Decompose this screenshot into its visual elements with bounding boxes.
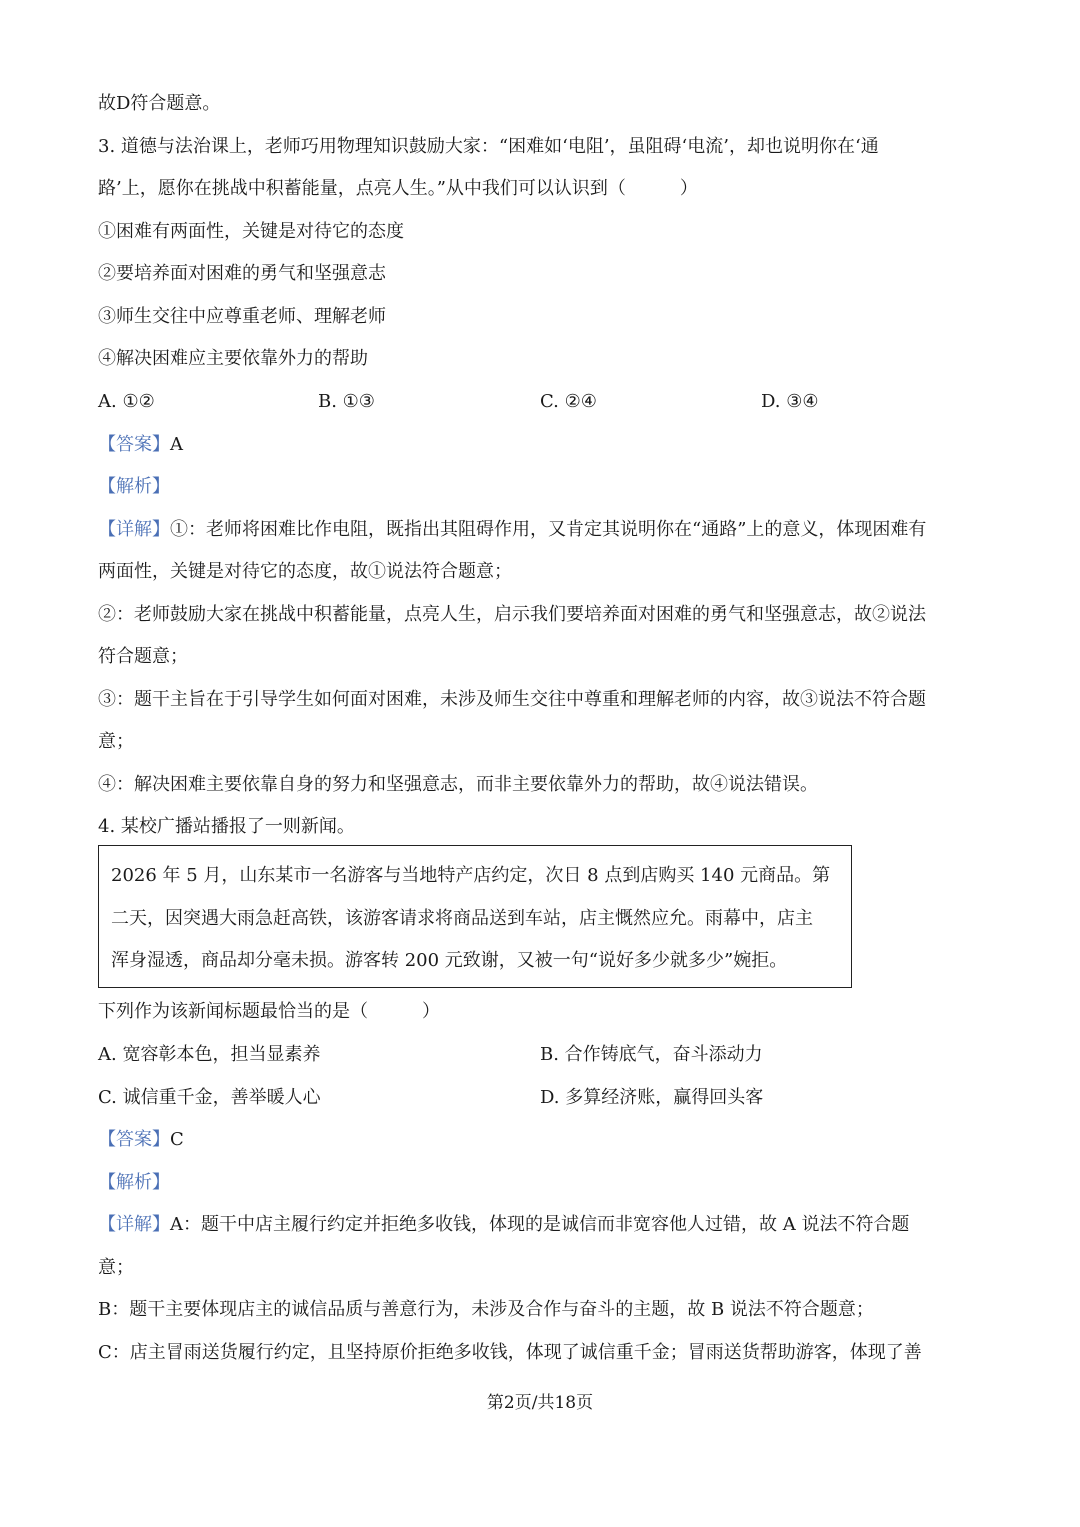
- answer-tag: 【答案】: [98, 1129, 170, 1150]
- q3-detail-line: [98, 517, 926, 543]
- q3-answer: [98, 432, 183, 458]
- q4-answer: [98, 1127, 184, 1153]
- q3-detail-line: 意；: [98, 731, 134, 752]
- q4-detail-line: C：店主冒雨送货履行约定，且坚持原价拒绝多收钱，体现了诚信重千金；冒雨送货帮助游客，体现了善: [98, 1342, 922, 1363]
- detail-tag: 【详解】: [98, 519, 170, 540]
- answer-tag: 【答案】: [98, 434, 170, 455]
- news-box-line: 浑身湿透，商品却分毫未损。游客转 200 元致谢，又被一句“说好多少就多少”婉拒。: [111, 950, 788, 971]
- q3-stem-line1: 3. 道德与法治课上，老师巧用物理知识鼓励大家：“困难如‘电阻’，虽阻碍‘电流’，却也说明你在‘通: [98, 136, 879, 157]
- q4-analysis: [98, 1170, 170, 1196]
- q3-detail-line: ④：解决困难主要依靠自身的努力和坚强意志，而非主要依靠外力的帮助，故④说法错误。: [98, 774, 818, 795]
- detail-tag: 【详解】: [98, 1214, 170, 1235]
- news-box-line: 2026 年 5 月，山东某市一名游客与当地特产店约定，次日 8 点到店购买 140 元商品。第: [111, 865, 831, 886]
- q3-item-2: ②要培养面对困难的勇气和坚强意志: [98, 263, 386, 284]
- detail-text: ①：老师将困难比作电阻，既指出其阻碍作用，又肯定其说明你在“通路”上的意义，体现困难有: [170, 519, 927, 540]
- news-box-line: 二天，因突遇大雨急赶高铁，该游客请求将商品送到车站，店主慨然应允。雨幕中，店主: [111, 908, 813, 929]
- q4-stem: 4. 某校广播站播报了一则新闻。: [98, 816, 355, 837]
- q4-option-c: C. 诚信重千金，善举暖人心: [98, 1087, 321, 1108]
- q4-question: 下列作为该新闻标题最恰当的是（ ）: [98, 1001, 440, 1022]
- answer-value: A: [170, 434, 183, 455]
- q4-option-a: A. 宽容彰本色，担当显素养: [98, 1044, 321, 1065]
- q3-detail-line: 符合题意；: [98, 646, 188, 667]
- q4-detail-line: 意；: [98, 1257, 134, 1278]
- q3-detail-line: ③：题干主旨在于引导学生如何面对困难，未涉及师生交往中尊重和理解老师的内容，故③说法不符合题: [98, 689, 926, 710]
- q3-item-1: ①困难有两面性，关键是对待它的态度: [98, 221, 404, 242]
- intro-line: 故D符合题意。: [98, 93, 221, 114]
- analysis-tag: 【解析】: [98, 1172, 170, 1193]
- q3-stem-line2: 路’上，愿你在挑战中积蓄能量，点亮人生。”从中我们可以认识到（ ）: [98, 178, 698, 199]
- q4-option-b: B. 合作铸底气，奋斗添动力: [540, 1044, 763, 1065]
- q3-detail-line: ②：老师鼓励大家在挑战中积蓄能量，点亮人生，启示我们要培养面对困难的勇气和坚强意志，故②说法: [98, 604, 926, 625]
- q4-detail-line: B：题干主要体现店主的诚信品质与善意行为，未涉及合作与奋斗的主题，故 B 说法不符合题意；: [98, 1299, 874, 1320]
- page-footer: 第2页/共18页: [486, 1393, 594, 1413]
- q4-detail-line: [98, 1212, 909, 1238]
- detail-text: A：题干中店主履行约定并拒绝多收钱，体现的是诚信而非宽容他人过错，故 A 说法不符合题: [170, 1214, 910, 1235]
- news-box: [98, 845, 852, 988]
- analysis-tag: 【解析】: [98, 476, 170, 497]
- answer-value: C: [170, 1129, 184, 1150]
- q3-option-b: B. ①③: [318, 391, 375, 412]
- q3-option-a: A. ①②: [98, 391, 155, 412]
- q4-option-d: D. 多算经济账，赢得回头客: [540, 1087, 764, 1108]
- q3-option-d: D. ③④: [761, 391, 819, 412]
- q3-option-c: C. ②④: [540, 391, 597, 412]
- q3-item-3: ③师生交往中应尊重老师、理解老师: [98, 306, 386, 327]
- q3-detail-line: 两面性，关键是对待它的态度，故①说法符合题意；: [98, 561, 512, 582]
- q3-item-4: ④解决困难应主要依靠外力的帮助: [98, 348, 368, 369]
- q3-analysis: [98, 474, 170, 500]
